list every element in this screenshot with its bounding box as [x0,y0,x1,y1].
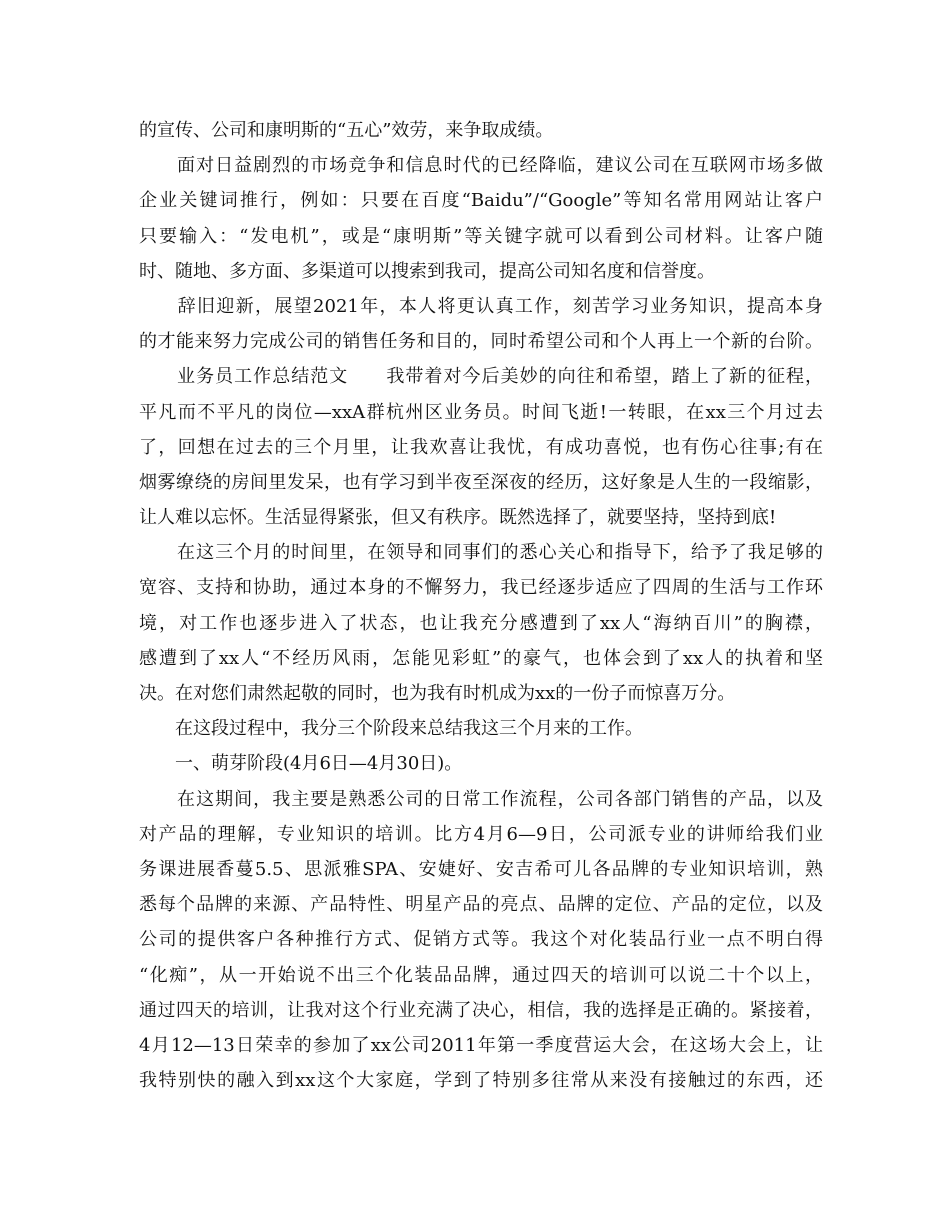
text-line: 的才能来努力完成公司的销售任务和目的，同时希望公司和个人再上一个新的台阶。 [139,331,823,353]
text-line: 境，对工作也逐步进入了状态，也让我充分感遭到了xx人“海纳百川”的胸襟， [139,612,823,634]
text-line: 面对日益剧烈的市场竞争和信息时代的已经降临，建议公司在互联网市场多做 [139,155,823,177]
text-line: 只要输入：“发电机”，或是“康明斯”等关键字就可以看到公司材料。让客户随 [139,225,823,247]
text-line: 4月12—13日荣幸的参加了xx公司2011年第一季度营运大会，在这场大会上，让 [139,1034,823,1056]
text-line: 决。在对您们肃然起敬的同时，也为我有时机成为xx的一份子而惊喜万分。 [139,683,736,704]
text-line: 企业关键词推行，例如：只要在百度“Baidu”/“Google”等知名常用网站让客户 [139,190,823,212]
text-line: 在这期间，我主要是熟悉公司的日常工作流程，公司各部门销售的产品，以及 [139,788,823,810]
text-line: 业务员工作总结范文 我带着对今后美妙的向往和希望，踏上了新的征程， [139,366,823,388]
text-line: 务课进展香蔓5.5、思派雅SPA、安婕好、安吉希可儿各品牌的专业知识培训，熟 [139,858,823,880]
text-line: 通过四天的培训，让我对这个行业充满了决心，相信，我的选择是正确的。紧接着， [139,999,823,1021]
text-line: 感遭到了xx人“不经历风雨，怎能见彩虹”的豪气，也体会到了xx人的执着和坚 [139,647,823,669]
text-line: 悉每个品牌的来源、产品特性、明星产品的亮点、品牌的定位、产品的定位，以及 [139,894,823,916]
text-line: 时、随地、多方面、多渠道可以搜索到我司，提高公司知名度和信誉度。 [139,260,715,282]
text-line: 一、萌芽阶段(4月6日—4月30日)。 [139,753,463,775]
document-page [139,113,823,1098]
text-line: “化痴”，从一开始说不出三个化装品品牌，通过四天的培训可以说二十个以上， [139,964,823,986]
text-line: 烟雾缭绕的房间里发呆，也有学习到半夜至深夜的经历，这好象是人生的一段缩影， [139,471,823,493]
text-line: 了，回想在过去的三个月里，让我欢喜让我忧，有成功喜悦，也有伤心往事;有在 [139,436,823,458]
text-line: 对产品的理解，专业知识的培训。比方4月6—9日，公司派专业的讲师给我们业 [139,823,823,845]
text-line: 平凡而不平凡的岗位—xxA群杭州区业务员。时间飞逝!一转眼，在xx三个月过去 [139,401,823,423]
text-line: 让人难以忘怀。生活显得紧张，但又有秩序。既然选择了，就要坚持，坚持到底! [139,507,777,529]
text-line: 辞旧迎新，展望2021年，本人将更认真工作，刻苦学习业务知识，提高本身 [139,295,823,317]
text-line: 的宣传、公司和康明斯的“五心”效劳，来争取成绩。 [139,120,554,141]
text-line: 宽容、支持和协助，通过本身的不懈努力，我已经逐步适应了四周的生活与工作环 [139,577,823,599]
text-line: 公司的提供客户各种推行方式、促销方式等。我这个对化装品行业一点不明白得 [139,929,823,951]
text-line: 在这三个月的时间里，在领导和同事们的悉心关心和指导下，给予了我足够的 [139,542,823,564]
text-line: 在这段过程中，我分三个阶段来总结我这三个月来的工作。 [139,718,643,740]
text-line: 我特别快的融入到xx这个大家庭，学到了特别多往常从来没有接触过的东西，还 [139,1070,823,1092]
